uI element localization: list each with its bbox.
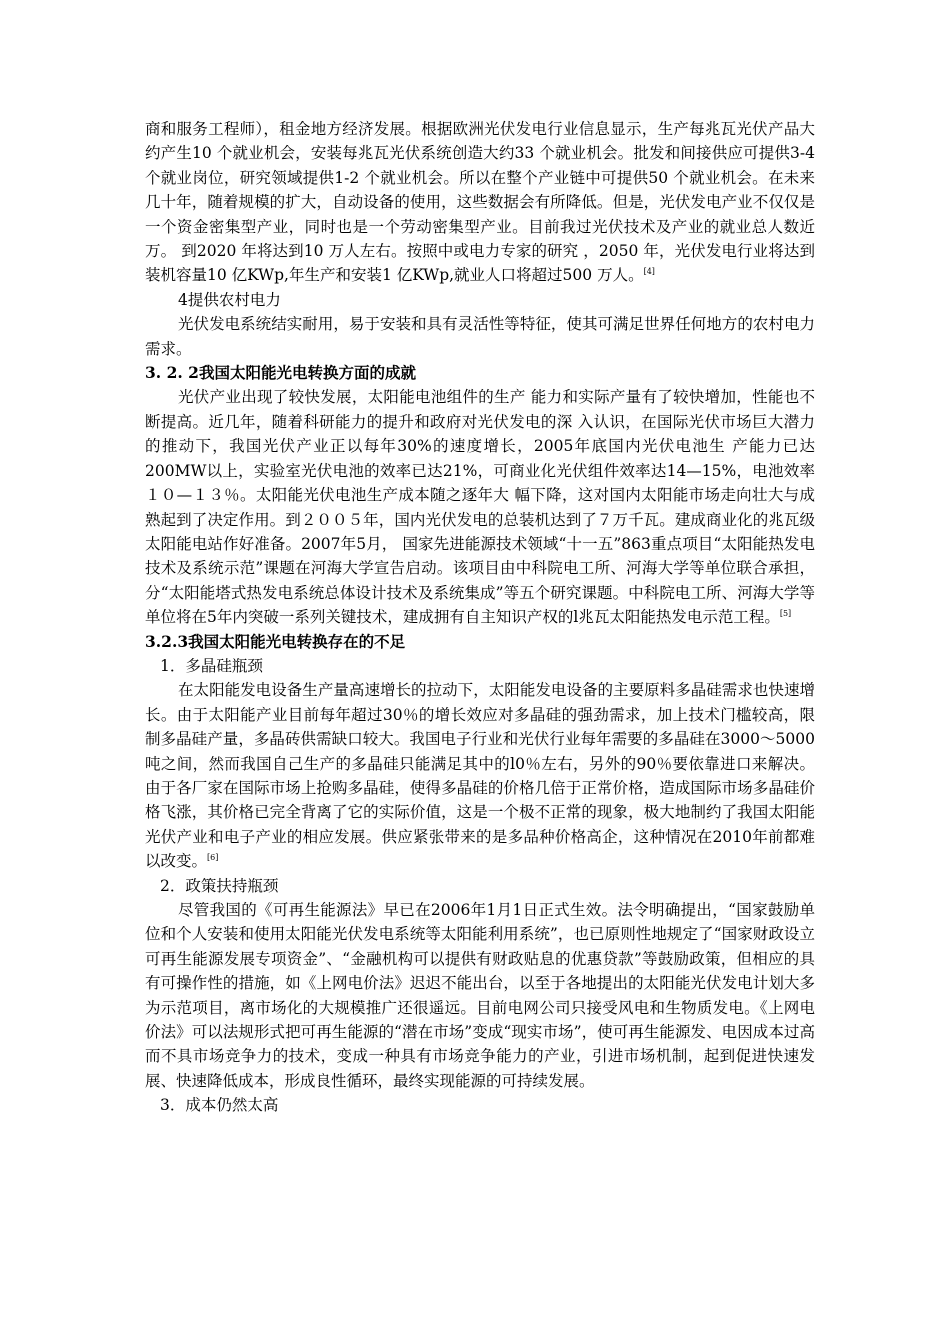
paragraph-polysilicon: 在太阳能发电设备生产量高速增长的拉动下，太阳能发电设备的主要原料多晶硅需求也快速增长。由于太阳能产业目前每年超过30％的增长效应对多晶硅的强劲需求，加上技术门槛较高，限制多晶硅产量，多晶砖供需缺口较大。我国电子行业和光伏行业每年需要的多晶硅在3000～5000吨之间，然而我国自己生产的多晶硅只能满足其中的l0％左右，另外的90％要依靠进口来解决。由于各厂家在国际市场上抢购多晶硅，使得多晶硅的价格几倍于正常价格，造成国际市场多晶硅价格飞涨，其价格已完全背离了它的实际价值，这是一个极不正常的现象，极大地制约了我国太阳能光伏产业和电子产业的相应发展。供应紧张带来的是多品种价格高企，这种情况在2010年前都难以改变。[6] xyxy=(145,681,815,871)
paragraph-achievements: 光伏产业出现了较快发展，太阳能电池组件的生产 能力和实际产量有了较快增加，性能也不断提高。近几年，随着科研能力的提升和政府对光伏发电的深 入认识，在国际光伏市场巨大潜力的推动下，我国光伏产业正以每年30%的速度增长，2005年底国内光伏电池生 产能力已达200MW以上，实验室光伏电池的效率已达21%，可商业化光伏组件效率达14—15%，电池效率１０—１３％。太阳能光伏电池生产成本随之逐年大 幅下降，这对国内太阳能市场走向壮大与成熟起到了决定作用。到２００５年，国内光伏发电的总装机达到了７万千瓦。建成商业化的兆瓦级太阳能电站作好准备。2007年5月， 国家先进能源技术领域“十一五”863重点项目“太阳能热发电技术及系统示范”课题在河海大学宣告启动。该项目由中科院电工所、河海大学等单位联合承担，分“太阳能塔式热发电系统总体设计技术及系统集成”等五个研究课题。中科院电工所、河海大学等单位将在5年内突破一系列关键技术，建成拥有自主知识产权的l兆瓦太阳能热发电示范工程。[5] xyxy=(145,388,815,627)
paragraph-policy: 尽管我国的《可再生能源法》早已在2006年1月1日正式生效。法令明确提出，“国家鼓励单位和个人安装和使用太阳能光伏发电系统等太阳能利用系统”，也已原则性地规定了“国家财政设立可再生能源发展专项资金”、“金融机构可以提供有财政贴息的优惠贷款”等鼓励政策，但相应的具有可操作性的措施，如《上网电价法》迟迟不能出台，以至于各地提出的太阳能光伏发电计划大多为示范项目，离市场化的大规模推广还很遥远。目前电网公司只接受风电和生物质发电。《上网电价法》可以法规形式把可再生能源的“潜在市场”变成“现实市场”，使可再生能源发、电因成本过高而不具市场竞争力的技术，变成一种具有市场竞争能力的产业，引进市场机制，起到促进快速发展、快速降低成本，形成良性循环，最终实现能源的可持续发展。 xyxy=(145,901,815,1090)
paragraph-employment: 商和服务工程师），租金地方经济发展。根据欧洲光伏发电行业信息显示，生产每兆瓦光伏产品大约产生10 个就业机会，安装每兆瓦光伏系统创造大约33 个就业机会。批发和间接供应可提供3-4 个就业岗位，研究领域提供1-2 个就业机会。所以在整个产业链中可提供50 个就业机会。在未来几十年，随着规模的扩大，自动设备的使用，这些数据会有所降低。但是，光伏发电产业不仅仅是一个资金密集型产业，同时也是一个劳动密集型产业。目前我过光伏技术及产业的就业总人数近万。 到2020 年将达到10 万人左右。按照中或电力专家的研究 ，2050 年，光伏发电行业将达到装机容量10 亿KWp,年生产和安装1 亿KWp,就业人口将超过500 万人。[4] xyxy=(145,120,815,285)
reference-4[interactable]: [4] xyxy=(643,267,655,277)
section-heading-3-2-2: 3. 2. 2我国太阳能光电转换方面的成就 xyxy=(145,363,416,383)
paragraph-rural-power: 光伏发电系统结实耐用，易于安装和具有灵活性等特征，使其可满足世界任何地方的农村电力需求。 xyxy=(145,315,815,358)
item-polysilicon: 1．多晶硅瓶颈 xyxy=(160,656,263,675)
document-page xyxy=(145,117,815,1118)
reference-5[interactable]: [5] xyxy=(779,609,792,619)
section-heading-3-2-3: 3.2.3我国太阳能光电转换存在的不足 xyxy=(145,631,406,651)
reference-6[interactable]: [6] xyxy=(207,853,219,863)
item-cost: 3．成本仍然太高 xyxy=(160,1096,279,1115)
item-policy: 2．政策扶持瓶颈 xyxy=(160,876,279,895)
item-rural-power: 4提供农村电力 xyxy=(178,290,281,309)
